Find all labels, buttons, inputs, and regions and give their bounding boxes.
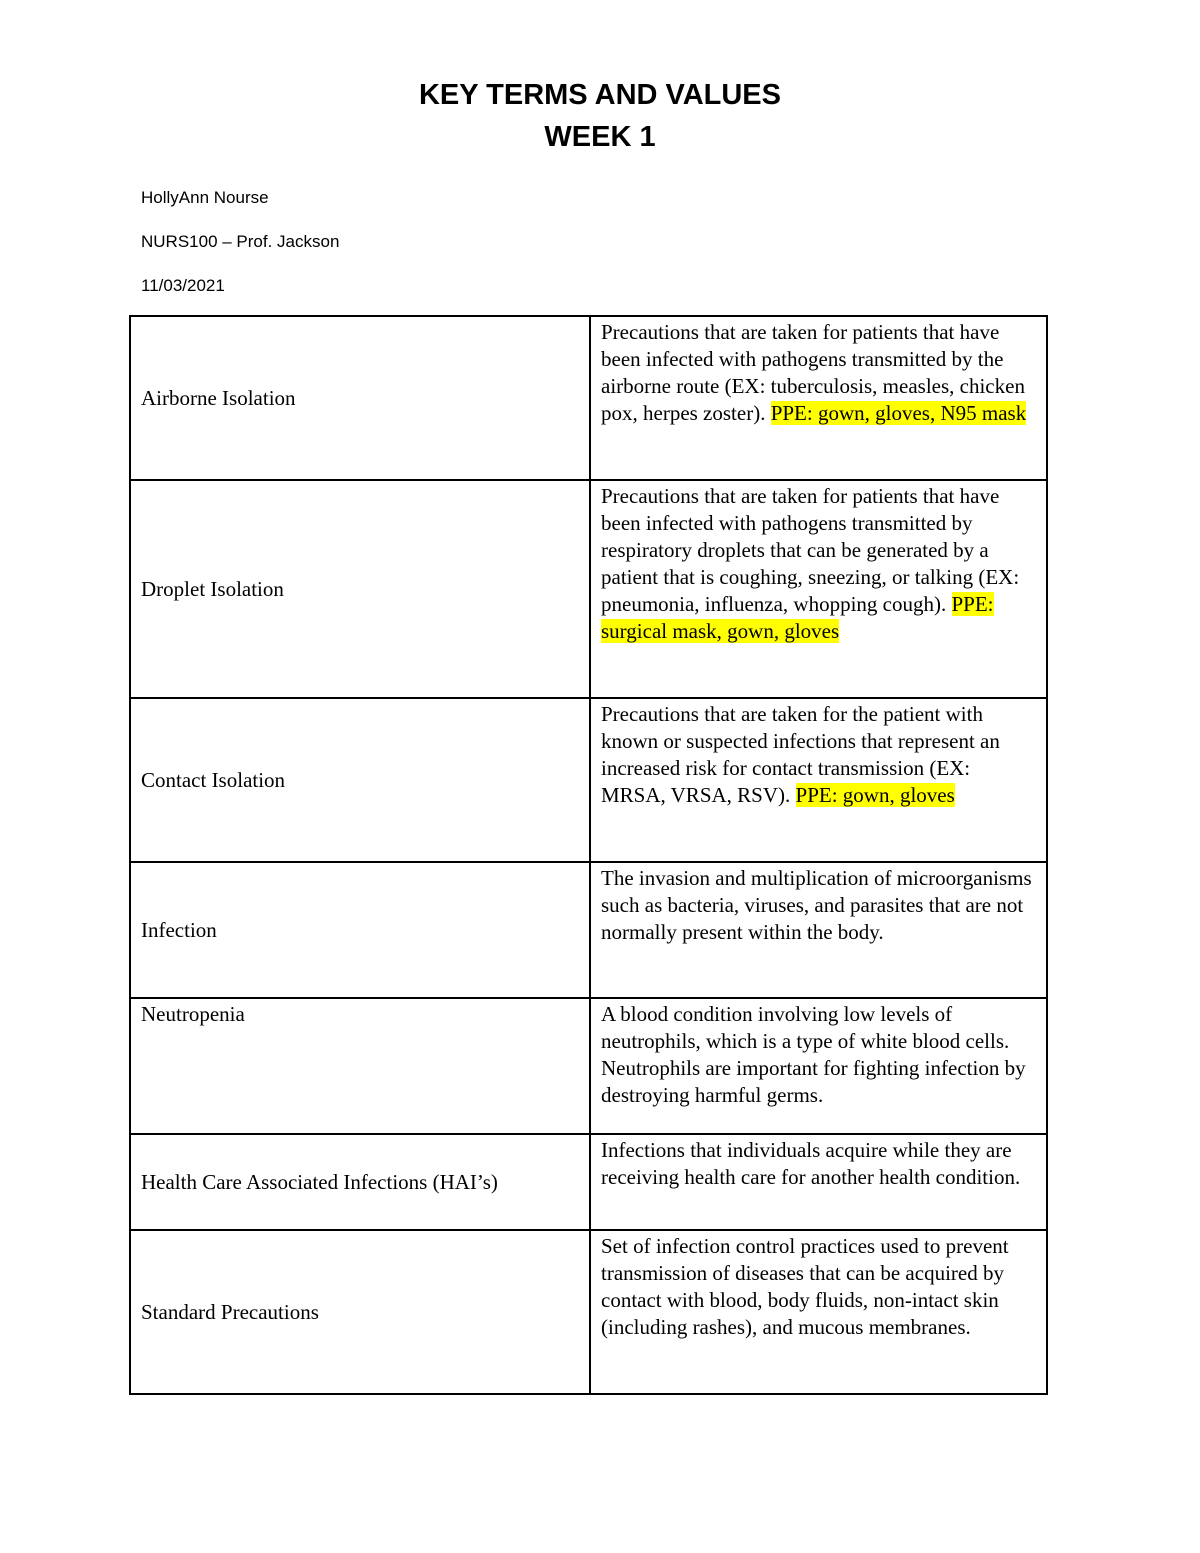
term-label: Contact Isolation (141, 767, 286, 792)
definition-text: Precautions that are taken for the patient with known or suspected infections that represent an increased risk for contact transmission (EX: MRSA, VRSA, RSV). (601, 702, 1000, 807)
term-cell (130, 480, 590, 698)
table-row (130, 698, 1047, 862)
ppe-highlight: PPE: gown, gloves (795, 783, 955, 807)
course-info: NURS100 – Prof. Jackson (141, 232, 340, 251)
table-row (130, 1134, 1047, 1230)
ppe-highlight: PPE: surgical mask, gown, gloves (601, 592, 994, 643)
definition-text: Set of infection control practices used to prevent transmission of diseases that can be acquired by contact with blood, body fluids, non-intact skin (including rashes), and mucous membranes. (601, 1234, 1009, 1339)
ppe-highlight: PPE: gown, gloves, N95 mask (770, 401, 1027, 425)
definition-text: Precautions that are taken for patients that have been infected with pathogens transmitted by respiratory droplets that can be generated by a patient that is coughing, sneezing, or talking (EX: pneumonia, influenza, whopping cough). (601, 484, 1020, 616)
table-row (130, 862, 1047, 998)
definition-cell (590, 698, 1047, 862)
definition-cell (590, 1230, 1047, 1394)
term-cell (130, 862, 590, 998)
document-date: 11/03/2021 (141, 276, 225, 295)
definition-text: The invasion and multiplication of microorganisms such as bacteria, viruses, and parasites that are not normally present within the body. (601, 866, 1032, 944)
table-row (130, 998, 1047, 1134)
term-label: Neutropenia (141, 1002, 245, 1026)
table-row (130, 480, 1047, 698)
term-label: Standard Precautions (141, 1299, 319, 1324)
title-line-1: KEY TERMS AND VALUES (418, 79, 781, 111)
definition-cell (590, 1134, 1047, 1230)
term-label: Droplet Isolation (141, 576, 284, 601)
definition-cell (590, 998, 1047, 1134)
table-row (130, 1230, 1047, 1394)
document-title (0, 74, 1200, 158)
definition-text: Precautions that are taken for patients that have been infected with pathogens transmitted by the airborne route (EX: tuberculosis, measles, chicken pox, herpes zoster). (601, 320, 1025, 425)
term-cell (130, 1230, 590, 1394)
title-line-2: WEEK 1 (544, 121, 656, 153)
term-label: Health Care Associated Infections (HAI’s) (141, 1169, 498, 1194)
term-label: Infection (141, 917, 217, 942)
definition-cell (590, 480, 1047, 698)
table-row (130, 316, 1047, 480)
definition-cell (590, 862, 1047, 998)
definition-cell (590, 316, 1047, 480)
term-cell (130, 316, 590, 480)
key-terms-table (129, 315, 1048, 1395)
term-cell (130, 998, 590, 1134)
term-cell (130, 698, 590, 862)
term-label: Airborne Isolation (141, 385, 296, 410)
term-cell (130, 1134, 590, 1230)
definition-text: A blood condition involving low levels of neutrophils, which is a type of white blood cells. Neutrophils are important for fighting infection by destroying harmful germs. (601, 1002, 1026, 1107)
definition-text: Infections that individuals acquire while they are receiving health care for another health condition. (601, 1138, 1021, 1189)
author-name: HollyAnn Nourse (141, 188, 269, 207)
